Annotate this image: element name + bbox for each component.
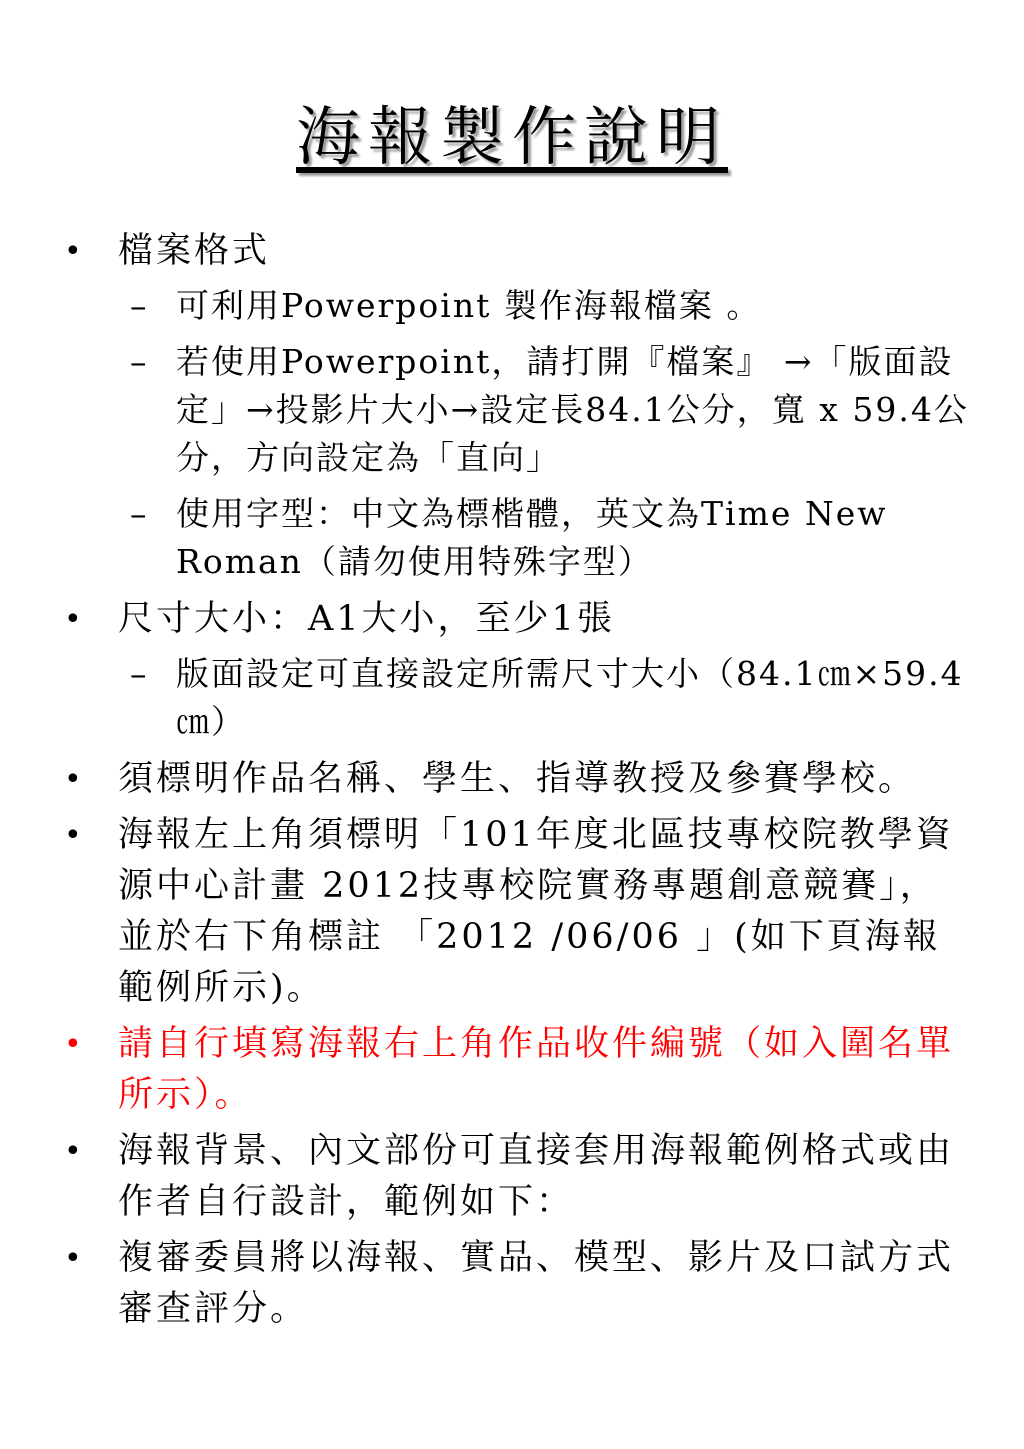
- list-item-text: 請自行填寫海報右上角作品收件編號（如入圍名單所示）。: [118, 1024, 955, 1115]
- sub-item-text: 可利用Powerpoint 製作海報檔案 。: [176, 286, 762, 325]
- dash-icon: –: [130, 286, 149, 325]
- sub-item-text: 版面設定可直接設定所需尺寸大小（84.1㎝×59.4㎝）: [176, 654, 964, 741]
- bullet-icon: •: [64, 1241, 85, 1276]
- bullet-icon: •: [64, 602, 85, 637]
- sub-item: [0, 650, 1024, 746]
- sub-item-text: 若使用Powerpoint，請打開『檔案』 →「版面設定」→投影片大小→設定長84.1公分，寬 x 59.4公分，方向設定為「直向」: [176, 342, 969, 477]
- list-item-text: 複審委員將以海報、實品、模型、影片及口試方式審查評分。: [118, 1238, 955, 1329]
- list-item-review: [0, 1233, 1024, 1335]
- list-item-text: 海報左上角須標明「101年度北區技專校院教學資源中心計畫 2012技專校院實務專題創意競賽」，並於右下角標註 「2012 /06/06 」(如下頁海報範例所示)。: [118, 815, 954, 1008]
- list-item-top-left-note: [0, 810, 1024, 1014]
- list-item-background: [0, 1126, 1024, 1228]
- bullet-icon: •: [64, 234, 85, 269]
- list-item-text: 海報背景、內文部份可直接套用海報範例格式或由作者自行設計，範例如下：: [118, 1131, 955, 1222]
- sub-item: [0, 490, 1024, 586]
- bullet-list: [0, 226, 1024, 1340]
- page-title: 海報製作說明: [296, 101, 728, 175]
- list-item-text: 須標明作品名稱、學生、指導教授及參賽學校。: [118, 759, 917, 799]
- list-item-labels: [0, 754, 1024, 805]
- bullet-icon: •: [64, 1027, 85, 1062]
- list-item-entry-number: [0, 1019, 1024, 1121]
- dash-icon: –: [130, 342, 149, 381]
- sub-item-text: 使用字型：中文為標楷體，英文為Time New Roman（請勿使用特殊字型）: [176, 494, 888, 581]
- sub-item: [0, 338, 1024, 482]
- sub-item: [0, 282, 1024, 330]
- list-item-text: 尺寸大小：A1大小，至少1張: [118, 599, 615, 639]
- dash-icon: –: [130, 654, 149, 693]
- bullet-icon: •: [64, 818, 85, 853]
- bullet-icon: •: [64, 1134, 85, 1169]
- list-item-file-format: [0, 226, 1024, 277]
- list-item-size: [0, 594, 1024, 645]
- list-item-text: 檔案格式: [118, 231, 271, 271]
- bullet-icon: •: [64, 762, 85, 797]
- dash-icon: –: [130, 494, 149, 533]
